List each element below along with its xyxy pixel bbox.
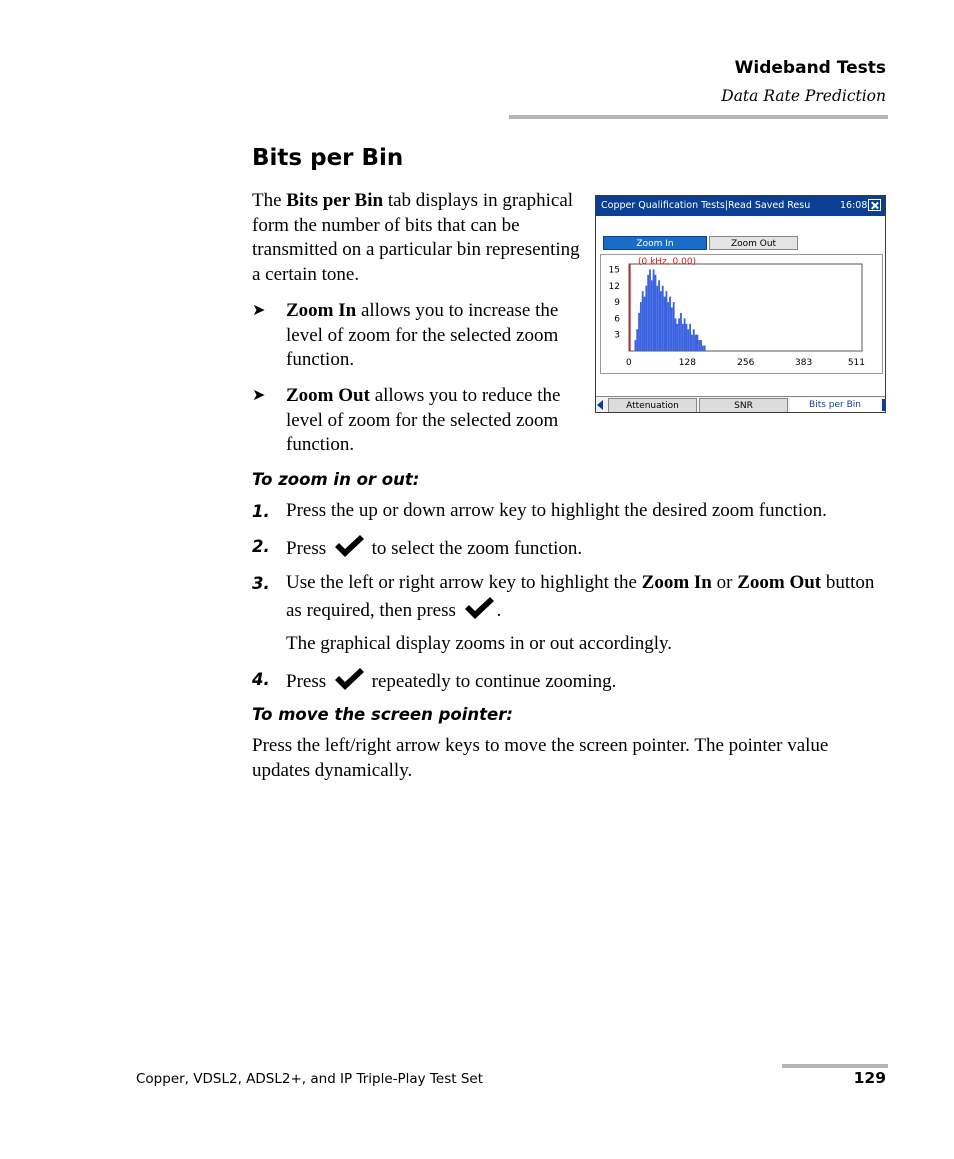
y-tick-label: 15: [608, 265, 620, 276]
screenshot-tab-bar: [596, 396, 885, 413]
chart-bar: [638, 313, 640, 351]
footer-title: Copper, VDSL2, ADSL2+, and IP Triple-Play Test Set: [136, 1071, 484, 1087]
chart-bar: [678, 318, 680, 351]
chart-bar: [696, 335, 698, 351]
chart-bar: [653, 269, 655, 351]
y-tick-label: 9: [614, 298, 620, 309]
step-text-post: repeatedly to continue zooming.: [366, 671, 617, 692]
chart-bar: [656, 286, 658, 351]
bullet-term: Zoom In: [286, 300, 357, 321]
chart-bar: [671, 308, 673, 352]
step-3-result: The graphical display zooms in or out accordingly.: [286, 633, 673, 654]
y-tick-label: 12: [608, 281, 620, 292]
chart-bar: [698, 340, 700, 351]
chart-bar: [655, 275, 657, 351]
procedure-title-zoom: To zoom in or out:: [252, 470, 420, 489]
chart-bar: [689, 324, 691, 351]
bullet-zoom-in: [252, 299, 582, 374]
chart-bar: [682, 324, 684, 351]
step-text-post: button as required, then press: [286, 572, 875, 621]
chart-bar: [660, 291, 662, 351]
step-number: 4.: [252, 670, 270, 689]
screenshot-window-title: Copper Qualification Tests|Read Saved Resu: [601, 200, 811, 211]
bits-per-bin-plot: [601, 255, 882, 373]
bullet-arrow-icon: ➤: [252, 387, 266, 404]
chart-bar: [693, 329, 695, 351]
bullet-text: allows you to reduce the level of zoom for the selected zoom function.: [286, 385, 561, 455]
chart-bar: [634, 340, 636, 351]
chart-bar: [704, 346, 706, 351]
chart-bar: [644, 297, 646, 351]
step-term-zoom-in: Zoom In: [641, 572, 712, 593]
step-number: 3.: [252, 574, 270, 593]
chart-bar: [669, 297, 671, 351]
zoom-in-button[interactable]: Zoom In: [603, 236, 707, 250]
header-subsection-title: Data Rate Prediction: [721, 87, 886, 105]
chart-bar: [686, 324, 688, 351]
checkmark-icon: [333, 534, 365, 558]
chart-bar: [642, 291, 644, 351]
step-text-end: .: [496, 599, 502, 621]
x-tick-label: 0: [626, 358, 632, 368]
step-number: 1.: [252, 502, 270, 521]
chart-bar: [684, 318, 686, 351]
chart-bar: [695, 335, 697, 351]
screenshot-title-bar: [596, 196, 885, 216]
chart-bar: [691, 335, 693, 351]
step-text-pre: Use the left or right arrow key to highlight the: [286, 572, 642, 593]
y-tick-label: 6: [614, 314, 620, 325]
step-term-zoom-out: Zoom Out: [737, 572, 822, 593]
step-text-post: to select the zoom function.: [366, 538, 583, 559]
checkmark-icon: [463, 596, 495, 620]
close-icon[interactable]: [868, 199, 881, 211]
step-text: Press the up or down arrow key to highlight the desired zoom function.: [286, 500, 827, 521]
pointer-paragraph: Press the left/right arrow keys to move the screen pointer. The pointer value updates dynamically.: [252, 735, 829, 781]
y-tick-label: 3: [614, 330, 620, 341]
step-text-pre: Press: [286, 671, 331, 692]
chart-bar: [651, 280, 653, 351]
intro-text-post: tab displays in graphical form the number of bits that can be transmitted on a particular bin representing a certain tone.: [252, 190, 580, 285]
step-text-mid: or: [711, 572, 738, 593]
step-text-pre: Press: [286, 538, 331, 559]
tab-bits-per-bin[interactable]: Bits per Bin: [790, 398, 880, 413]
x-tick-label: 511: [847, 358, 865, 368]
page-number: 129: [853, 1069, 886, 1087]
chart-bar: [676, 324, 678, 351]
bullet-text: allows you to increase the level of zoom for the selected zoom function.: [286, 300, 559, 370]
scroll-right-icon[interactable]: [882, 399, 885, 411]
pointer-readout: (0 kHz, 0.00): [638, 257, 697, 267]
chart-bar: [662, 286, 664, 351]
intro-paragraph: [252, 189, 582, 287]
header-rule: [509, 115, 888, 119]
screenshot-time: 16:08: [840, 200, 868, 211]
chart-bar: [680, 313, 682, 351]
x-tick-label: 256: [737, 358, 755, 368]
tab-attenuation[interactable]: Attenuation: [608, 398, 697, 413]
chart-bar: [687, 329, 689, 351]
chart-bar: [700, 340, 702, 351]
chart-bar: [658, 280, 660, 351]
bits-per-bin-chart: [600, 254, 883, 374]
chart-bar: [645, 286, 647, 351]
intro-text-pre: The: [252, 190, 287, 211]
x-tick-label: 128: [678, 358, 696, 368]
header-section-title: Wideband Tests: [734, 58, 886, 78]
tab-snr[interactable]: SNR: [699, 398, 788, 413]
procedure-title-pointer: To move the screen pointer:: [252, 705, 513, 724]
intro-text-bold: Bits per Bin: [286, 190, 384, 211]
chart-bar: [673, 302, 675, 351]
chart-bar: [640, 302, 642, 351]
chart-bar: [665, 291, 667, 351]
zoom-out-button[interactable]: Zoom Out: [709, 236, 798, 250]
bullet-arrow-icon: ➤: [252, 302, 266, 319]
chart-bar: [667, 302, 669, 351]
page-title: Bits per Bin: [252, 145, 404, 171]
x-tick-label: 383: [795, 358, 813, 368]
bullet-zoom-out: [252, 384, 582, 459]
device-screenshot: [595, 195, 886, 413]
bullet-term: Zoom Out: [286, 385, 370, 406]
step-number: 2.: [252, 537, 270, 556]
footer-rule: [782, 1064, 888, 1068]
chart-bar: [675, 318, 677, 351]
chart-bar: [649, 269, 651, 351]
checkmark-icon: [333, 667, 365, 691]
chart-bar: [647, 275, 649, 351]
chart-bar: [664, 297, 666, 351]
chart-bar: [636, 329, 638, 351]
chart-bar: [702, 346, 704, 351]
scroll-left-icon[interactable]: [597, 400, 603, 410]
